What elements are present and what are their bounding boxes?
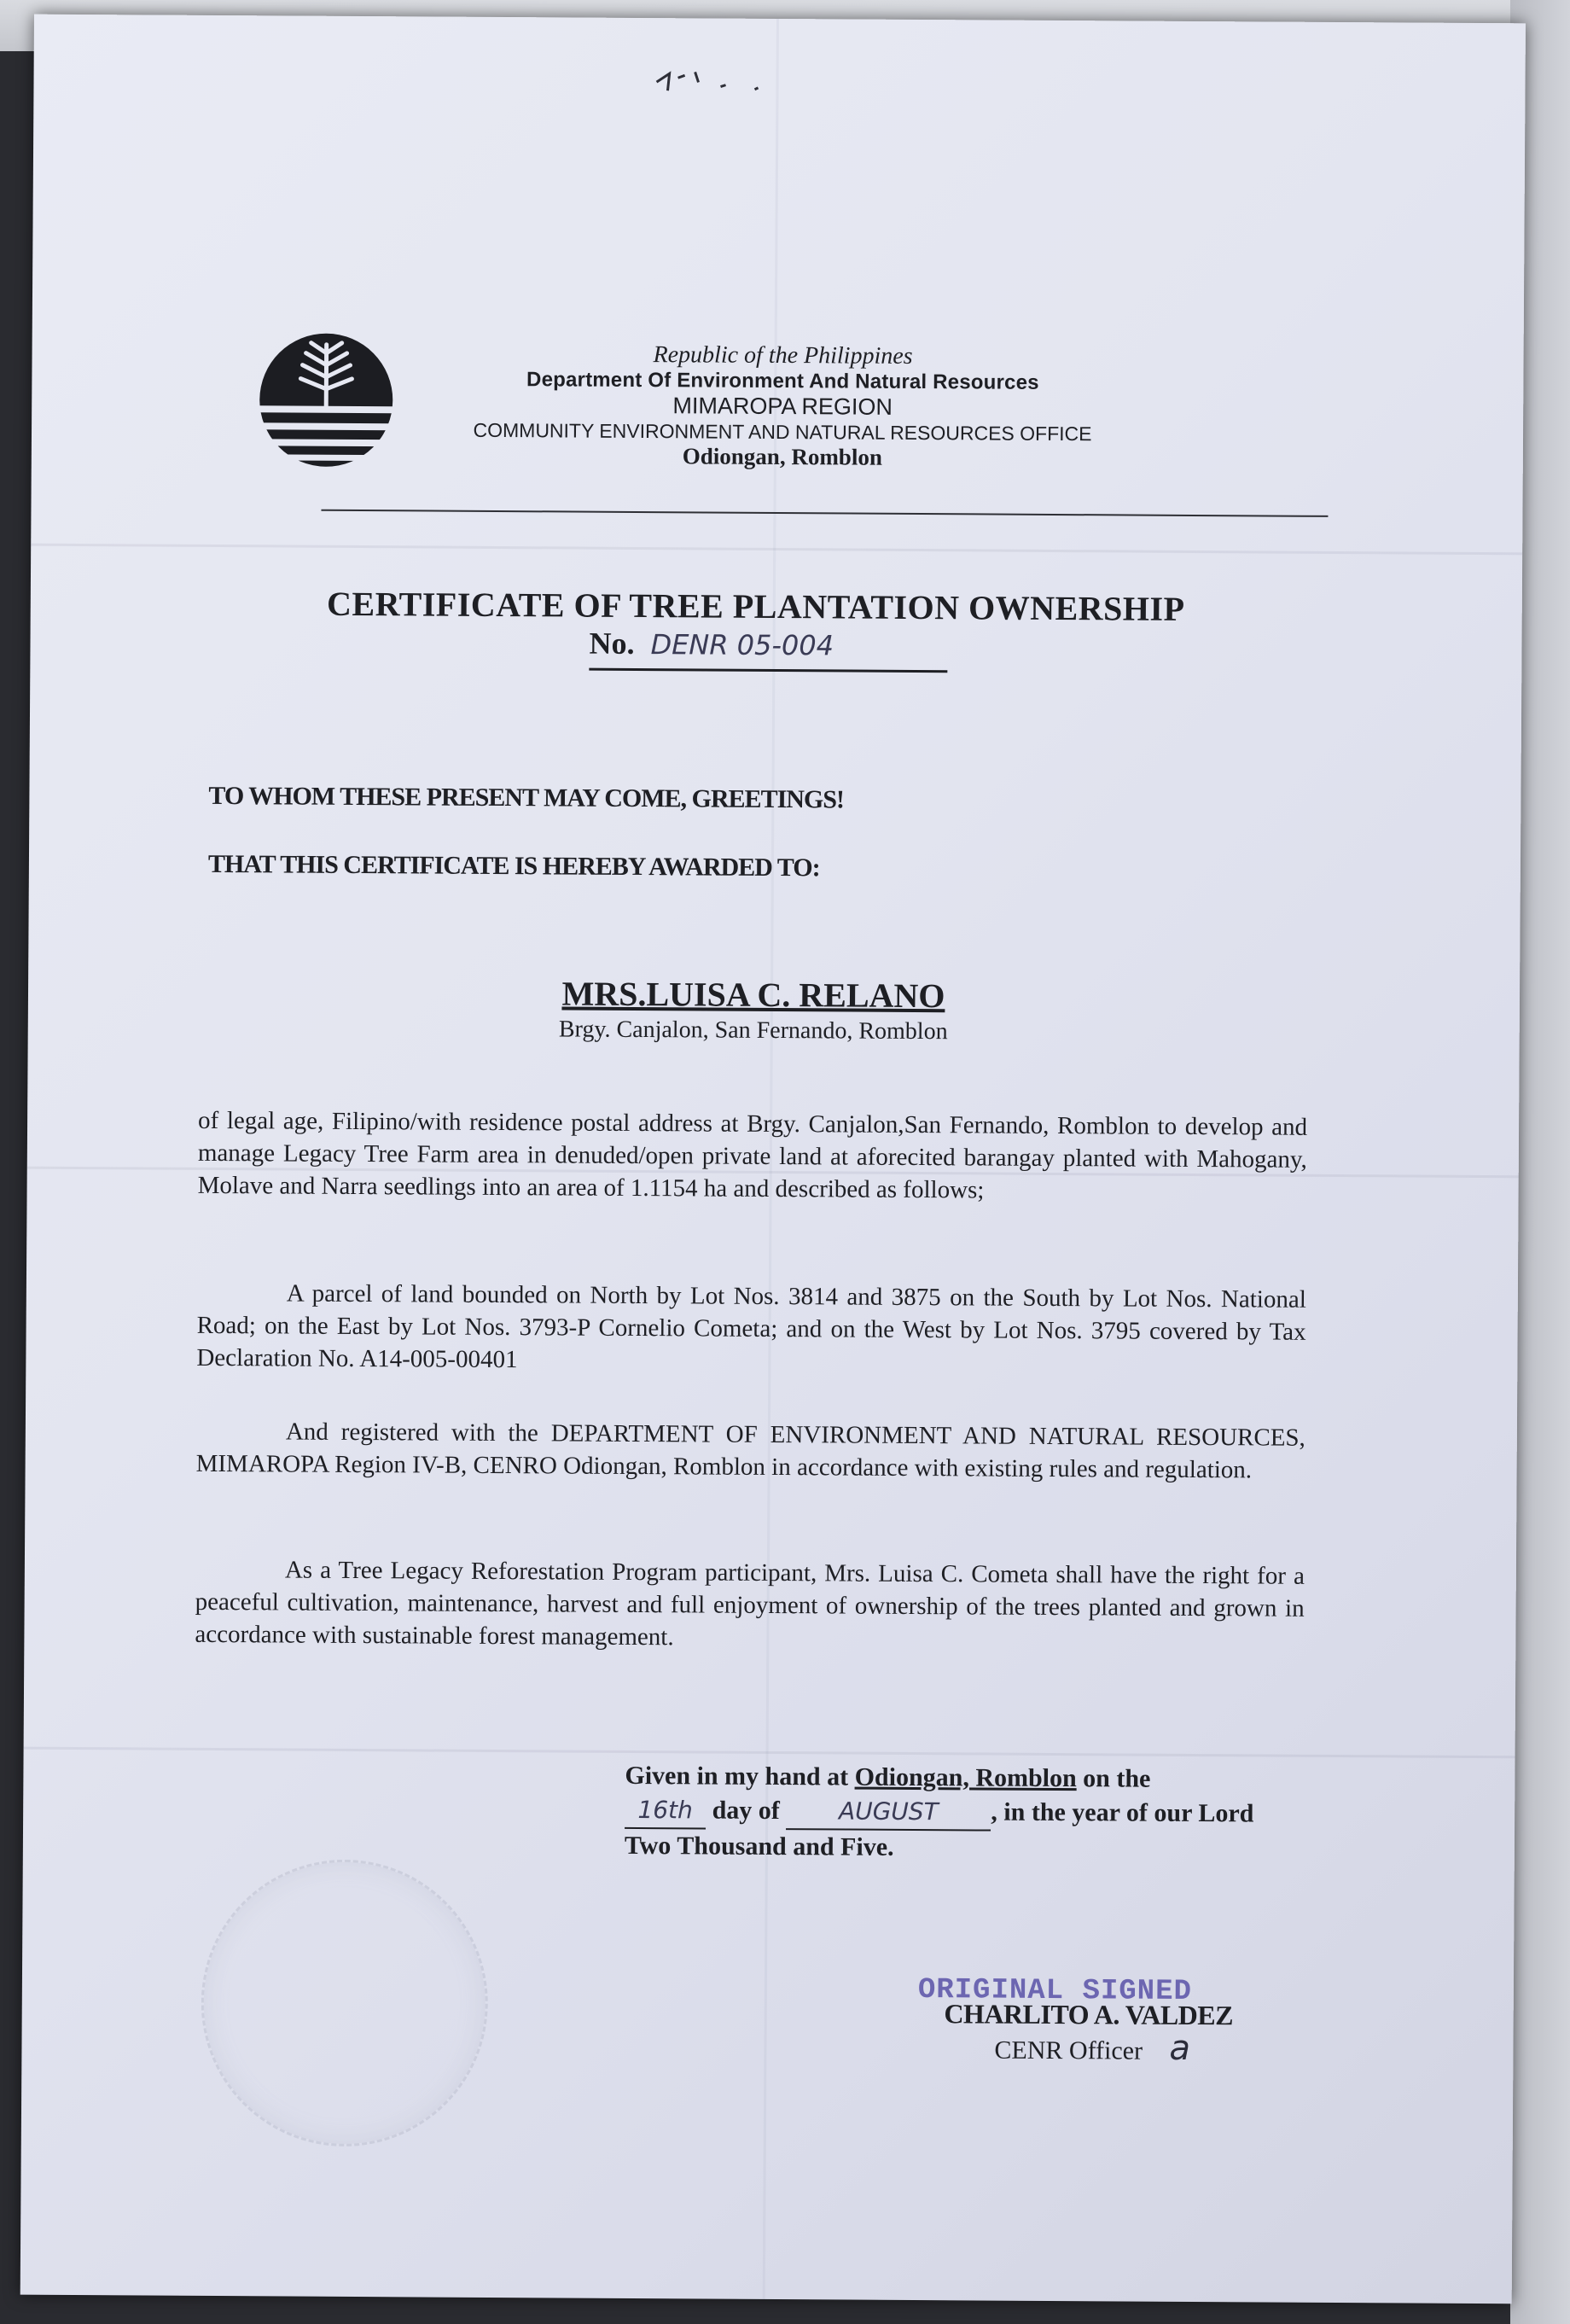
letterhead-divider bbox=[321, 510, 1328, 517]
given-on-the: on the bbox=[1083, 1764, 1151, 1793]
office-line: COMMUNITY ENVIRONMENT AND NATURAL RESOURCES OFFICE bbox=[473, 419, 1092, 446]
body-paragraph: of legal age, Filipino/with residence postal address at Brgy. Canjalon,San Fernando, Romblon to develop and manage Legacy Tree Farm area in denuded/open private land at aforecited barangay planted with Mahogany, Molave and Narra seedlings into an area of 1.1154 ha and described as follows; bbox=[197, 1106, 1308, 1204]
number-handwritten: DENR 05-004 bbox=[650, 628, 834, 662]
given-day-of: day of bbox=[712, 1796, 780, 1826]
location-line: Odiongan, Romblon bbox=[682, 443, 882, 471]
department-line: Department Of Environment And Natural Resources bbox=[526, 368, 1039, 394]
body-paragraph: As a Tree Legacy Reforestation Program participant, Mrs. Luisa C. Cometa shall have the right for a peaceful cultivation, maintenance, harvest and full enjoyment of ownership of the trees planted and grown in accordance with sustainable forest management. bbox=[195, 1556, 1305, 1651]
given-line-1 bbox=[625, 1759, 1324, 1797]
original-signed-stamp: ORIGINAL SIGNED bbox=[917, 1974, 1193, 2008]
given-month: AUGUST bbox=[786, 1794, 991, 1831]
letterhead bbox=[356, 339, 1210, 474]
body-paragraph: And registered with the DEPARTMENT OF ENVIRONMENT AND NATURAL RESOURCES, MIMAROPA Region IV-B, CENRO Odiongan, Romblon in accordance with existing rules and regulation. bbox=[195, 1418, 1305, 1484]
number-label: No. bbox=[589, 626, 635, 661]
embossed-seal bbox=[201, 1859, 489, 2147]
fold-crease bbox=[31, 544, 1522, 556]
awardee-address: Brgy. Canjalon, San Fernando, Romblon bbox=[558, 1016, 948, 1046]
greeting-line: TO WHOM THESE PRESENT MAY COME, GREETINGS! bbox=[208, 781, 845, 814]
ink-marks bbox=[643, 56, 797, 125]
certificate-number bbox=[589, 626, 947, 673]
region-line: MIMAROPA REGION bbox=[672, 393, 893, 421]
fold-crease bbox=[24, 1747, 1515, 1759]
given-line-2 bbox=[625, 1793, 1324, 1833]
certificate-title: CERTIFICATE OF TREE PLANTATION OWNERSHIP bbox=[326, 584, 1185, 628]
given-block bbox=[625, 1759, 1325, 1867]
given-year-text: , in the year of our Lord bbox=[991, 1797, 1254, 1828]
given-day: 16th bbox=[625, 1793, 706, 1830]
republic-line: Republic of the Philippines bbox=[653, 341, 913, 370]
given-year-words: Two Thousand and Five. bbox=[624, 1831, 894, 1861]
signer-position: CENR Officer bbox=[994, 2036, 1143, 2065]
awardee-name: MRS.LUISA C. RELANO bbox=[561, 974, 945, 1016]
signer-name: CHARLITO A. VALDEZ bbox=[944, 1998, 1234, 2031]
certificate-paper bbox=[20, 15, 1526, 2304]
award-line: THAT THIS CERTIFICATE IS HEREBY AWARDED TO: bbox=[207, 849, 820, 882]
given-place: Odiongan, Romblon bbox=[854, 1762, 1077, 1793]
handwritten-initial: a bbox=[1169, 2028, 1191, 2068]
given-prefix: Given in my hand at bbox=[625, 1761, 849, 1791]
body-paragraph: A parcel of land bounded on North by Lot Nos. 3814 and 3875 on the South by Lot Nos. National Road; on the East by Lot Nos. 3793-P Cornelio Cometa; and on the West by Lot Nos. 3795 covered by Tax Declaration No. A14-005-00401 bbox=[196, 1279, 1306, 1374]
